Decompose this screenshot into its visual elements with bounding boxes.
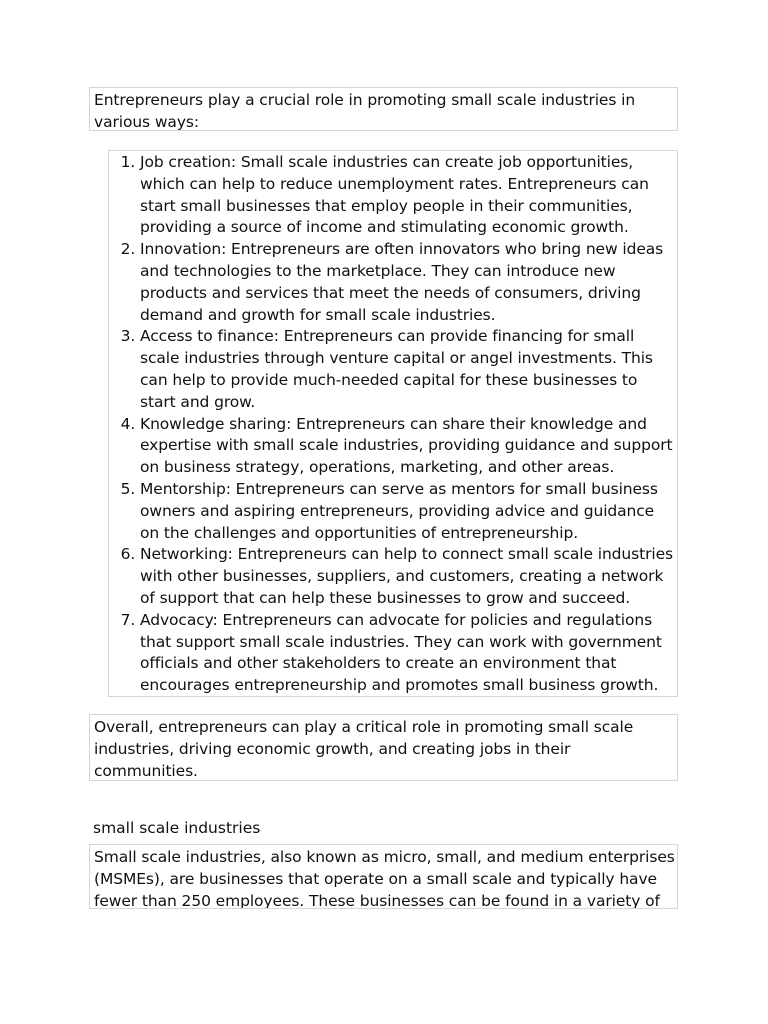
list-item: 6. Networking: Entrepreneurs can help to connect small scale industries with other businesses, suppliers, and customers, creating a network of support that can help these businesses to grow and succeed. xyxy=(140,544,677,609)
section-heading: small scale industries xyxy=(93,819,261,837)
definition-box xyxy=(89,844,678,909)
roles-list-box xyxy=(108,150,678,697)
list-item: 7. Advocacy: Entrepreneurs can advocate for policies and regulations that support small scale industries. They can work with government officials and other stakeholders to create an environment that encourages entrepreneurship and promotes small business growth. xyxy=(140,610,677,697)
list-item: 4. Knowledge sharing: Entrepreneurs can share their knowledge and expertise with small scale industries, providing guidance and support on business strategy, operations, marketing, and other areas. xyxy=(140,414,677,479)
list-item: 3. Access to finance: Entrepreneurs can provide financing for small scale industries through venture capital or angel investments. This can help to provide much-needed capital for these businesses to start and grow. xyxy=(140,326,677,413)
intro-paragraph: Entrepreneurs play a crucial role in promoting small scale industries in various ways: xyxy=(89,87,678,131)
roles-list xyxy=(109,151,677,697)
definition-paragraph: Small scale industries, also known as micro, small, and medium enterprises (MSMEs), are businesses that operate on a small scale and typically have fewer than 250 employees. These businesses can be found in a variety of xyxy=(94,848,675,909)
list-item: 2. Innovation: Entrepreneurs are often innovators who bring new ideas and technologies to the marketplace. They can introduce new products and services that meet the needs of consumers, driving demand and growth for small scale industries. xyxy=(140,239,677,326)
summary-paragraph: Overall, entrepreneurs can play a critical role in promoting small scale industries, driving economic growth, and creating jobs in their communities. xyxy=(89,714,678,781)
list-item: 1. Job creation: Small scale industries can create job opportunities, which can help to reduce unemployment rates. Entrepreneurs can start small businesses that employ people in their communities, providing a source of income and stimulating economic growth. xyxy=(140,152,677,239)
list-item: 5. Mentorship: Entrepreneurs can serve as mentors for small business owners and aspiring entrepreneurs, providing advice and guidance on the challenges and opportunities of entrepreneurship. xyxy=(140,479,677,544)
